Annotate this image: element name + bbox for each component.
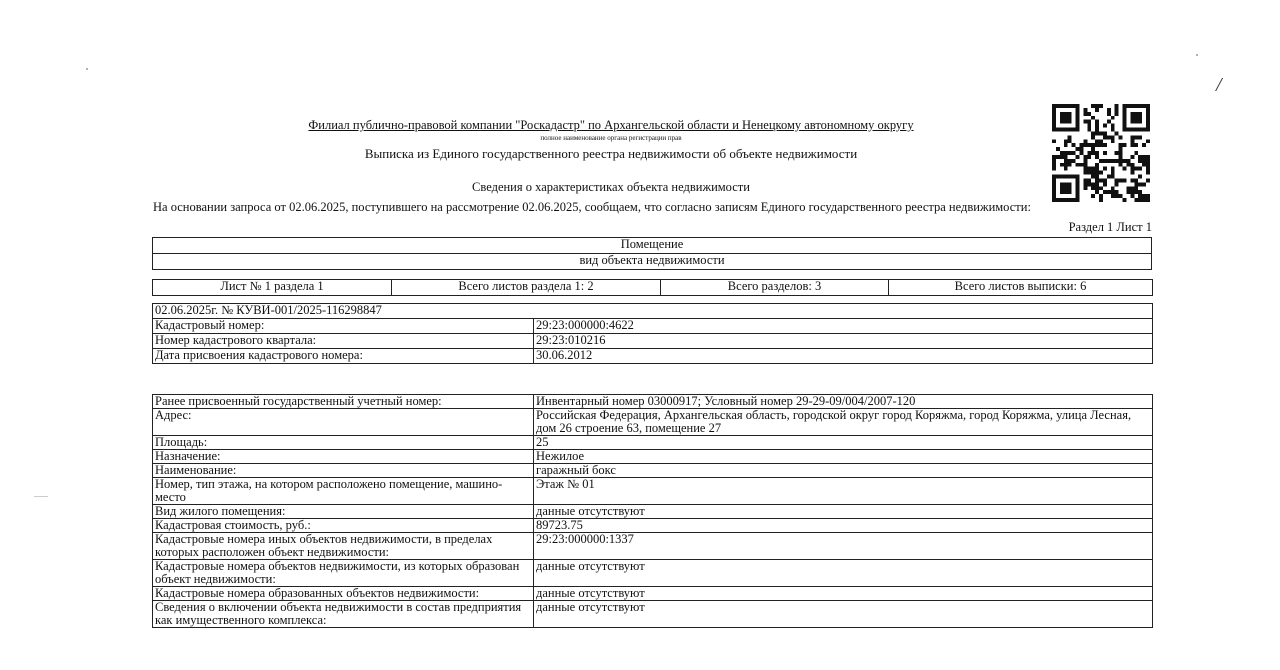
table-row	[153, 349, 1153, 364]
row-label: Наименование:	[153, 464, 534, 478]
table-row	[153, 319, 1153, 334]
qr-code-icon	[1052, 104, 1150, 202]
row-value: гаражный бокс	[534, 464, 1153, 478]
request-date-number: 02.06.2025г. № КУВИ-001/2025-116298847	[153, 304, 1153, 319]
registration-table	[152, 303, 1153, 364]
table-row	[153, 533, 1153, 560]
total-extract-sheets: Всего листов выписки: 6	[889, 280, 1153, 296]
table-row	[153, 519, 1153, 533]
row-value: 30.06.2012	[534, 349, 1153, 364]
object-type: Помещение	[153, 238, 1152, 254]
row-label: Номер кадастрового квартала:	[153, 334, 534, 349]
row-value: 29:23:000000:1337	[534, 533, 1153, 560]
table-row	[153, 505, 1153, 519]
table-row	[153, 601, 1153, 628]
row-value: 29:23:000000:4622	[534, 319, 1153, 334]
row-label: Кадастровые номера объектов недвижимости, из которых образован объект недвижимости:	[153, 560, 534, 587]
document-title: Выписка из Единого государственного реестра недвижимости об объекте недвижимости	[364, 146, 858, 161]
table-row	[153, 560, 1153, 587]
row-value: данные отсутствуют	[534, 560, 1153, 587]
table-row	[153, 395, 1153, 409]
scan-speck	[1196, 54, 1198, 56]
row-value: данные отсутствуют	[534, 587, 1153, 601]
table-row	[153, 450, 1153, 464]
row-label: Кадастровые номера образованных объектов недвижимости:	[153, 587, 534, 601]
organization-caption: полное наименование органа регистрации прав	[540, 134, 682, 142]
row-value: 29:23:010216	[534, 334, 1153, 349]
total-sections: Всего разделов: 3	[661, 280, 889, 296]
row-value: данные отсутствуют	[534, 505, 1153, 519]
row-value: данные отсутствуют	[534, 601, 1153, 628]
row-value: Инвентарный номер 03000917; Условный номер 29-29-09/004/2007-120	[534, 395, 1153, 409]
row-label: Площадь:	[153, 436, 534, 450]
row-label: Ранее присвоенный государственный учетный номер:	[153, 395, 534, 409]
row-label: Вид жилого помещения:	[153, 505, 534, 519]
row-label: Дата присвоения кадастрового номера:	[153, 349, 534, 364]
section-title: Сведения о характеристиках объекта недвижимости	[472, 180, 750, 194]
scan-speck	[34, 496, 48, 497]
table-row	[153, 436, 1153, 450]
table-row	[153, 464, 1153, 478]
details-table	[152, 394, 1153, 628]
row-value: 25	[534, 436, 1153, 450]
total-section-sheets: Всего листов раздела 1: 2	[392, 280, 661, 296]
section-sheet-label: Раздел 1 Лист 1	[1068, 220, 1152, 234]
organization-name: Филиал публично-правовой компании "Роскадастр" по Архангельской области и Ненецкому автономному округу	[308, 118, 914, 132]
table-row	[153, 587, 1153, 601]
row-label: Кадастровая стоимость, руб.:	[153, 519, 534, 533]
table-row	[153, 409, 1153, 436]
row-label: Номер, тип этажа, на котором расположено помещение, машино-место	[153, 478, 534, 505]
scan-speck	[86, 68, 88, 70]
row-label: Кадастровый номер:	[153, 319, 534, 334]
row-value: Этаж № 01	[534, 478, 1153, 505]
row-value: Российская Федерация, Архангельская область, городской округ город Коряжма, город Коряжма, улица Лесная, дом 26 строение 63, помещение 27	[534, 409, 1153, 436]
sheets-table	[152, 279, 1153, 296]
row-label: Сведения о включении объекта недвижимости в состав предприятия как имущественного комплекса:	[153, 601, 534, 628]
row-label: Назначение:	[153, 450, 534, 464]
row-value: Нежилое	[534, 450, 1153, 464]
object-type-caption: вид объекта недвижимости	[153, 254, 1152, 270]
sheet-number: Лист № 1 раздела 1	[153, 280, 392, 296]
table-row	[153, 478, 1153, 505]
basis-text: На основании запроса от 02.06.2025, поступившего на рассмотрение 02.06.2025, сообщаем, что согласно записям Единого государственного реестра недвижимости:	[153, 200, 1031, 214]
table-row	[153, 334, 1153, 349]
row-value: 89723.75	[534, 519, 1153, 533]
object-type-table	[152, 237, 1152, 270]
row-label: Адрес:	[153, 409, 534, 436]
row-label: Кадастровые номера иных объектов недвижимости, в пределах которых расположен объект недвижимости:	[153, 533, 534, 560]
handwritten-mark: /	[1216, 74, 1222, 96]
